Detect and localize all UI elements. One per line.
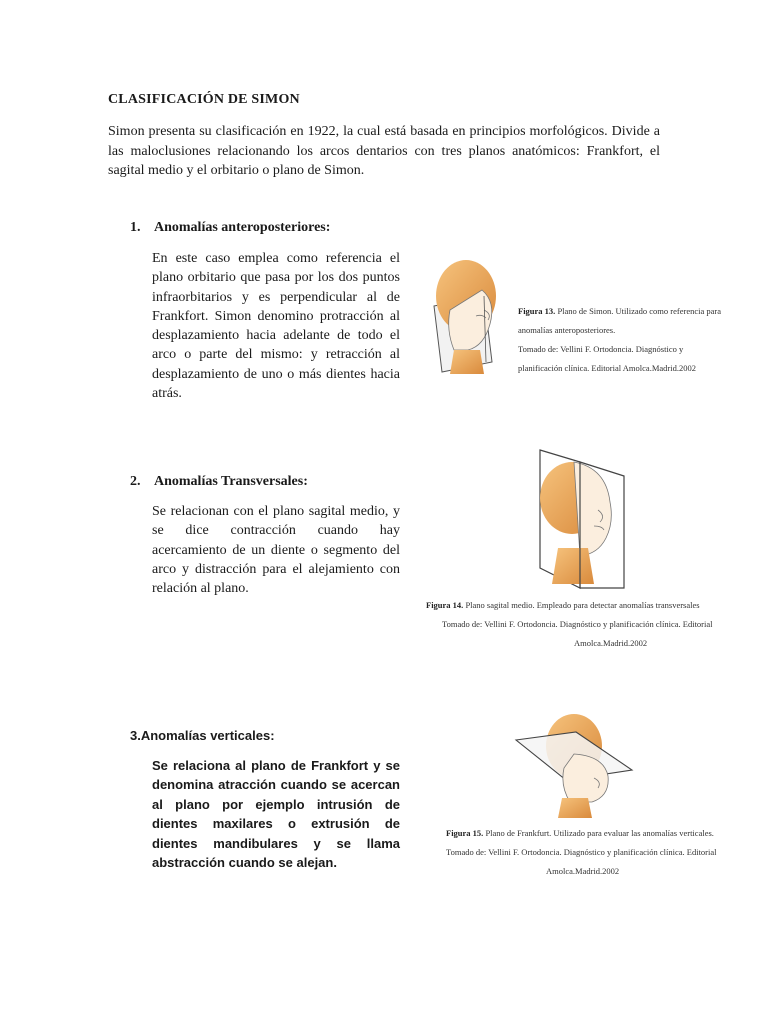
document-title: CLASIFICACIÓN DE SIMON xyxy=(108,92,300,107)
section-1-body: En este caso emplea como referencia el plano orbitario que pasa por los dos puntos infraorbitarios y es perpendicular al de Frankfort. Simon denomino protracción al desplazamiento hacia adelante de todo el arco o parte del mismo: y retracción al desplazamiento de uno o más dientes hacia atrás. xyxy=(152,251,400,402)
section-1-number: 1. xyxy=(130,220,141,235)
figure-13-image xyxy=(424,250,516,382)
figure-15-image xyxy=(512,710,636,822)
section-1-heading xyxy=(130,220,330,236)
intro-paragraph: Simon presenta su clasificación en 1922, la cual está basada en principios morfológicos. Divide a las maloclusiones relacionando los arcos dentarios con tres planos anatómicos: Frankfort, el sagital medio y el orbitario o plano de Simon. xyxy=(108,124,660,178)
figure-14-caption-1: Plano sagital medio. Empleado para detectar anomalías transversales xyxy=(465,600,700,610)
figure-14-caption-2: Tomado de: Vellini F. Ortodoncia. Diagnóstico y planificación clínica. Editorial xyxy=(442,619,713,629)
section-2-body: Se relacionan con el plano sagital medio, y se dice contracción cuando hay acercamiento de un diente o segmento del arco y distracción para el alejamiento con relación al plano. xyxy=(152,504,400,597)
figure-15-caption xyxy=(446,824,717,881)
section-3-title: Anomalías verticales: xyxy=(140,728,275,743)
figure-13-caption-3: Tomado de: Vellini F. Ortodoncia. Diagnóstico y xyxy=(518,344,684,354)
section-3-body: Se relaciona al plano de Frankfort y se denomina atracción cuando se acercan al plano por ejemplo intrusión de dientes maxilares o extrusión de dientes mandibulares y se llama abstracción cuando se alejan. xyxy=(152,758,400,871)
figure-14-caption-3: Amolca.Madrid.2002 xyxy=(574,638,648,648)
section-2-number: 2. xyxy=(130,474,141,489)
figure-14-caption xyxy=(426,596,713,653)
section-2-title: Anomalías Transversales: xyxy=(154,474,308,489)
section-2-heading xyxy=(130,474,308,490)
figure-14-image xyxy=(528,448,628,592)
section-3-number: 3. xyxy=(130,728,141,743)
figure-13-label: Figura 13. xyxy=(518,306,556,316)
section-3-heading xyxy=(130,728,275,743)
figure-15-caption-3: Amolca.Madrid.2002 xyxy=(546,866,620,876)
section-1-title: Anomalías anteroposteriores: xyxy=(154,220,331,235)
figure-13-caption-2: anomalías anteroposteriores. xyxy=(518,325,616,335)
figure-13-caption-4: planificación clínica. Editorial Amolca.Madrid.2002 xyxy=(518,363,696,373)
figure-13-caption-1: Plano de Simon. Utilizado como referencia para xyxy=(557,306,722,316)
figure-14-label: Figura 14. xyxy=(426,600,464,610)
figure-15-label: Figura 15. xyxy=(446,828,484,838)
figure-15-caption-2: Tomado de: Vellini F. Ortodoncia. Diagnóstico y planificación clínica. Editorial xyxy=(446,847,717,857)
figure-13-caption xyxy=(518,302,721,378)
figure-15-caption-1: Plano de Frankfurt. Utilizado para evaluar las anomalías verticales. xyxy=(485,828,714,838)
